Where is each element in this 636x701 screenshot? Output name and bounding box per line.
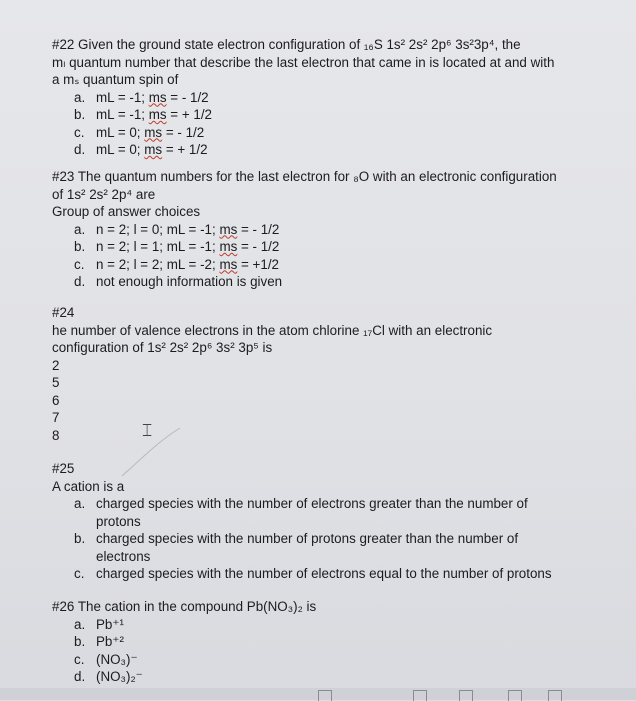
q24-line1: #24 xyxy=(52,305,75,320)
q22-option-b: b. mL = -1; ms = + 1/2 xyxy=(74,107,212,122)
q22-line3: a mₛ quantum spin of xyxy=(52,72,179,87)
q25-line2: A cation is a xyxy=(52,478,125,494)
toolbar-icon xyxy=(413,690,427,701)
q23-line3: Group of answer choices xyxy=(52,204,201,219)
q26-option-b: b. Pb⁺² xyxy=(74,634,124,649)
question-25 xyxy=(52,460,612,583)
toolbar-icon xyxy=(508,690,522,701)
toolbar-icon xyxy=(548,690,562,701)
toolbar-icon xyxy=(459,690,473,701)
q23-line2: of 1s² 2s² 2p⁴ are xyxy=(52,186,156,202)
q24-choice-8: 8 xyxy=(52,427,60,443)
question-23 xyxy=(52,168,612,291)
q23-option-d: d. not enough information is given xyxy=(74,274,283,289)
question-22 xyxy=(52,36,612,159)
q23-option-b: b. n = 2; l = 1; mL = -1; ms = - 1/2 xyxy=(74,239,280,254)
q24-choice-7: 7 xyxy=(52,410,60,425)
q24-line2: he number of valence electrons in the atom chlorine ₁₇Cl with an electronic xyxy=(52,322,493,338)
q23-line1: #23 The quantum numbers for the last electron for ₈O with an electronic configuration xyxy=(52,169,557,184)
q23-option-a: a. n = 2; l = 0; mL = -1; ms = - 1/2 xyxy=(74,221,280,237)
q25-line1: #25 xyxy=(52,461,75,476)
q26-option-a: a. Pb⁺¹ xyxy=(74,616,124,632)
q22-line2: mₗ quantum number that describe the last electron that came in is located at and with xyxy=(52,54,555,70)
q25-option-c: c. charged species with the number of electrons equal to the number of protons xyxy=(74,566,552,581)
q22-option-a: a. mL = -1; ms = - 1/2 xyxy=(74,89,209,105)
q26-option-c: c. (NO₃)⁻ xyxy=(74,651,138,667)
q24-choice-2: 2 xyxy=(52,357,60,373)
question-26 xyxy=(52,598,612,686)
q24-choice-5: 5 xyxy=(52,375,60,390)
q23-option-c: c. n = 2; l = 2; mL = -2; ms = +1/2 xyxy=(74,256,279,272)
q22-line1: #22 Given the ground state electron configuration of ₁₆S 1s² 2s² 2p⁶ 3s²3p⁴, the xyxy=(52,37,521,52)
q26-line1: #26 The cation in the compound Pb(NO₃)₂ is xyxy=(52,599,317,614)
q24-line3: configuration of 1s² 2s² 2p⁶ 3s² 3p⁵ is xyxy=(52,340,273,355)
q25-option-b: b. charged species with the number of protons greater than the number of electrons xyxy=(74,531,519,564)
q24-choice-6: 6 xyxy=(52,392,60,408)
text-cursor-icon: ⌶ xyxy=(142,421,153,440)
q25-option-a: a. charged species with the number of electrons greater than the number of protons xyxy=(74,496,528,529)
q26-option-d: d. (NO₃)₂⁻ xyxy=(74,669,143,684)
q22-option-c: c. mL = 0; ms = - 1/2 xyxy=(74,124,205,140)
toolbar-icon xyxy=(318,690,332,701)
q22-option-d: d. mL = 0; ms = + 1/2 xyxy=(74,142,208,157)
